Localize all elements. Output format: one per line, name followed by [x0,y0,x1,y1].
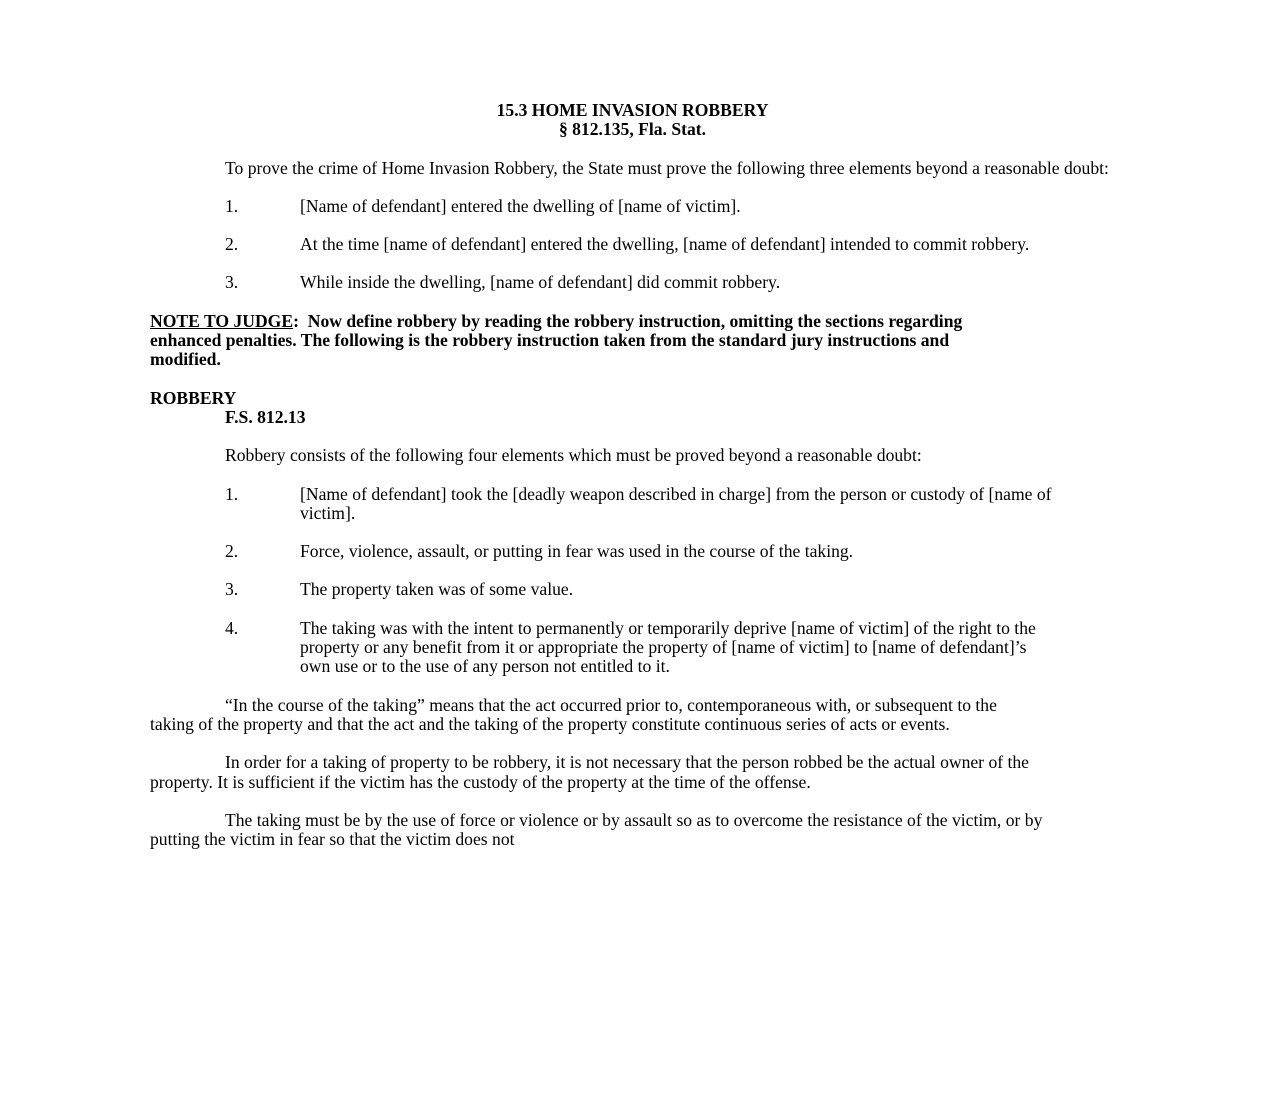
note-colon: : [293,310,299,331]
list-item-number: 3. [225,272,239,293]
list-item [150,619,1055,677]
section-statute: F.S. 812.13 [225,406,306,427]
list-item-text: Force, violence, assault, or putting in fear was used in the course of the taking. [300,541,854,562]
note-text: Now define robbery by reading the robbery instruction, omitting the sections regarding enhanced penalties. The following is the robbery instruction taken from the standard jury instructions and modified. [150,310,963,370]
note-label: NOTE TO JUDGE [150,310,294,331]
intro-paragraph: To prove the crime of Home Invasion Robbery, the State must prove the following three elements beyond a reasonable doubt: [225,157,1109,178]
title-line-2: § 812.135, Fla. Stat. [558,119,707,140]
list-item-text: While inside the dwelling, [name of defendant] did commit robbery. [300,272,781,293]
list-item-text: [Name of defendant] entered the dwelling of [name of victim]. [300,195,741,216]
list-item-number: 3. [225,579,239,600]
list-item-number: 2. [225,541,239,562]
list-item-text: The property taken was of some value. [300,579,574,600]
section-heading: ROBBERY [150,387,237,408]
title-line-1: 15.3 HOME INVASION ROBBERY [496,100,769,120]
document-title [150,101,1115,140]
list-item [150,197,1060,216]
list-item-number: 2. [225,234,239,255]
list-item-text: The taking was with the intent to permanently or temporarily deprive [name of victim] of the right to the property or any benefit from it or appropriate the property of [name of victim] to [name of defendant]’s own use or to the use of any person not entitled to it. [300,617,1036,677]
robbery-intro-paragraph: Robbery consists of the following four elements which must be proved beyond a reasonable doubt: [225,445,922,466]
list-item-text: [Name of defendant] took the [deadly weapon described in charge] from the person or custody of [name of victim]. [300,483,1052,523]
note-to-judge [150,312,1020,370]
list-item-number: 4. [225,617,239,638]
list-item-number: 1. [225,195,239,216]
document-page [150,101,1115,849]
list-item [150,273,1060,292]
list-item [150,485,1060,524]
force-paragraph: The taking must be by the use of force or violence or by assault so as to overcome the resistance of the victim, or by putting the victim in fear so that the victim does not [150,809,1043,850]
list-item [150,542,1060,561]
list-item [150,235,1052,254]
list-item [150,580,1060,599]
course-of-taking-paragraph: “In the course of the taking” means that the act occurred prior to, contemporaneous with, or subsequent to the taking of the property and that the act and the taking of the property constitute continuous series of acts or events. [150,694,997,734]
list-item-text: At the time [name of defendant] entered the dwelling, [name of defendant] intended to commit robbery. [300,234,1030,255]
ownership-paragraph: In order for a taking of property to be robbery, it is not necessary that the person robbed be the actual owner of the property. It is sufficient if the victim has the custody of the property at the time of the offense. [150,752,1029,792]
list-item-number: 1. [225,483,239,504]
